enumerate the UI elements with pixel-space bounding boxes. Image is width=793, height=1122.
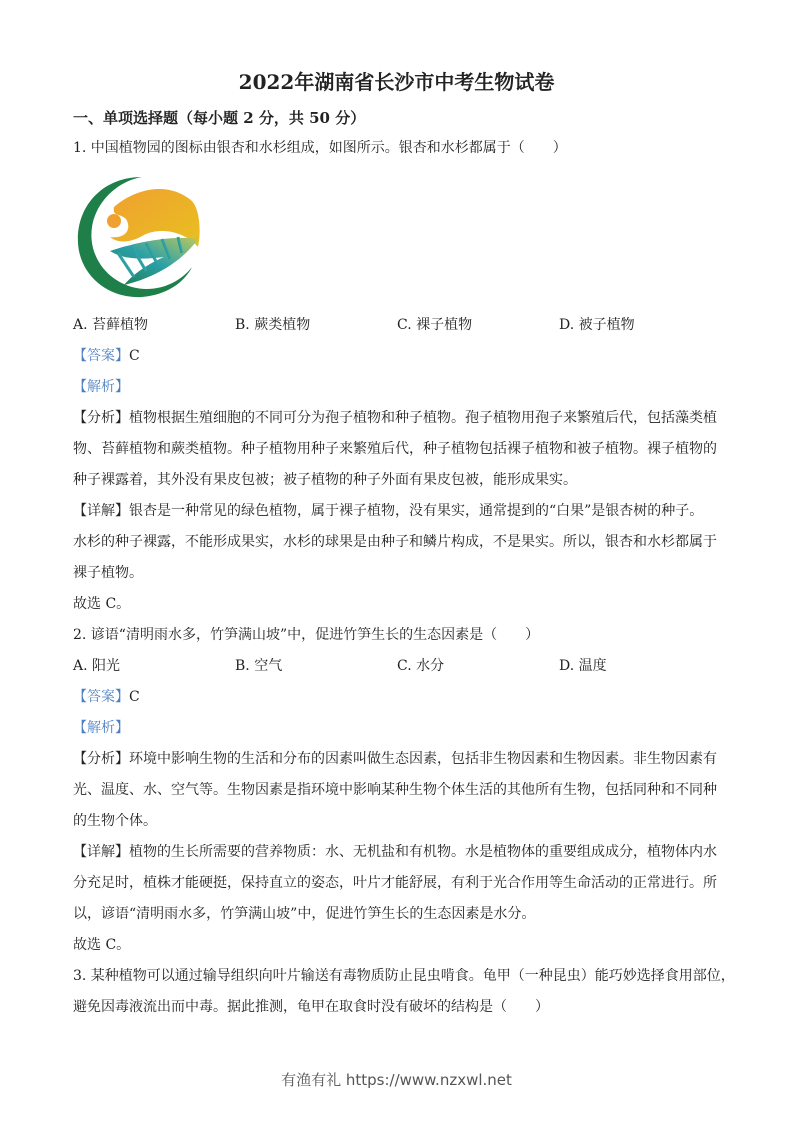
option-a: A. 苔藓植物 bbox=[73, 317, 149, 333]
analysis-label: 【解析】 bbox=[73, 720, 129, 736]
option-b: B. 空气 bbox=[235, 658, 283, 674]
question-1-options bbox=[73, 310, 738, 341]
detail-line: 以，谚语“清明雨水多，竹笋满山坡”中，促进竹笋生长的生态因素是水分。 bbox=[73, 906, 536, 922]
conclusion: 故选 C。 bbox=[73, 937, 131, 953]
detail-line: 水杉的种子裸露，不能形成果实，水杉的球果是由种子和鳞片构成，不是果实。所以，银杏和水杉都属于 bbox=[73, 534, 717, 550]
option-c: C. 裸子植物 bbox=[397, 317, 473, 333]
analysis-line: 种子裸露着，其外没有果皮包被；被子植物的种子外面有果皮包被，能形成果实。 bbox=[73, 472, 577, 488]
footer-watermark-link[interactable]: 有渔有礼 https://www.nzxwl.net bbox=[281, 1071, 512, 1089]
section-heading: 一、单项选择题（每小题 2 分，共 50 分） bbox=[73, 109, 366, 127]
question-1-answer bbox=[73, 341, 738, 372]
conclusion: 故选 C。 bbox=[73, 596, 131, 612]
question-2-stem: 2. 谚语“清明雨水多，竹笋满山坡”中，促进竹笋生长的生态因素是（ ） bbox=[73, 627, 540, 643]
option-a: A. 阳光 bbox=[73, 658, 121, 674]
analysis-line: 物、苔藓植物和蕨类植物。种子植物用种子来繁殖后代，种子植物包括裸子植物和被子植物。裸子植物的 bbox=[73, 441, 717, 457]
question-3-stem: 避免因毒液流出而中毒。据此推测，龟甲在取食时没有破坏的结构是（ ） bbox=[73, 999, 549, 1015]
detail-line: 【详解】银杏是一种常见的绿色植物，属于裸子植物，没有果实，通常提到的“白果”是银杏树的种子。 bbox=[73, 503, 704, 519]
option-d: D. 温度 bbox=[559, 658, 607, 674]
question-2-options bbox=[73, 651, 738, 682]
answer-value: C bbox=[129, 689, 140, 705]
question-1-stem: 1. 中国植物园的图标由银杏和水杉组成，如图所示。银杏和水杉都属于（ ） bbox=[73, 140, 567, 156]
document-body bbox=[73, 133, 738, 1023]
botanical-garden-logo-image bbox=[73, 164, 738, 310]
analysis-line: 的生物个体。 bbox=[73, 813, 157, 829]
question-2-answer bbox=[73, 682, 738, 713]
answer-label: 【答案】 bbox=[73, 348, 129, 364]
analysis-line: 【分析】植物根据生殖细胞的不同可分为孢子植物和种子植物。孢子植物用孢子来繁殖后代，包括藻类植 bbox=[73, 410, 717, 426]
detail-line: 分充足时，植株才能硬挺，保持直立的姿态，叶片才能舒展，有利于光合作用等生命活动的正常进行。所 bbox=[73, 875, 717, 891]
option-b: B. 蕨类植物 bbox=[235, 317, 311, 333]
question-3-stem: 3. 某种植物可以通过输导组织向叶片输送有毒物质防止昆虫啃食。龟甲（一种昆虫）能巧妙选择食用部位， bbox=[73, 968, 735, 984]
answer-label: 【答案】 bbox=[73, 689, 129, 705]
detail-line: 裸子植物。 bbox=[73, 565, 143, 581]
analysis-line: 【分析】环境中影响生物的生活和分布的因素叫做生态因素，包括非生物因素和生物因素。非生物因素有 bbox=[73, 751, 717, 767]
analysis-line: 光、温度、水、空气等。生物因素是指环境中影响某种生物个体生活的其他所有生物，包括同种和不同种 bbox=[73, 782, 717, 798]
analysis-label: 【解析】 bbox=[73, 379, 129, 395]
option-c: C. 水分 bbox=[397, 658, 445, 674]
document-title: 2022年湖南省长沙市中考生物试卷 bbox=[238, 70, 555, 94]
option-d: D. 被子植物 bbox=[559, 317, 635, 333]
detail-line: 【详解】植物的生长所需要的营养物质：水、无机盐和有机物。水是植物体的重要组成成分，植物体内水 bbox=[73, 844, 717, 860]
answer-value: C bbox=[129, 348, 140, 364]
